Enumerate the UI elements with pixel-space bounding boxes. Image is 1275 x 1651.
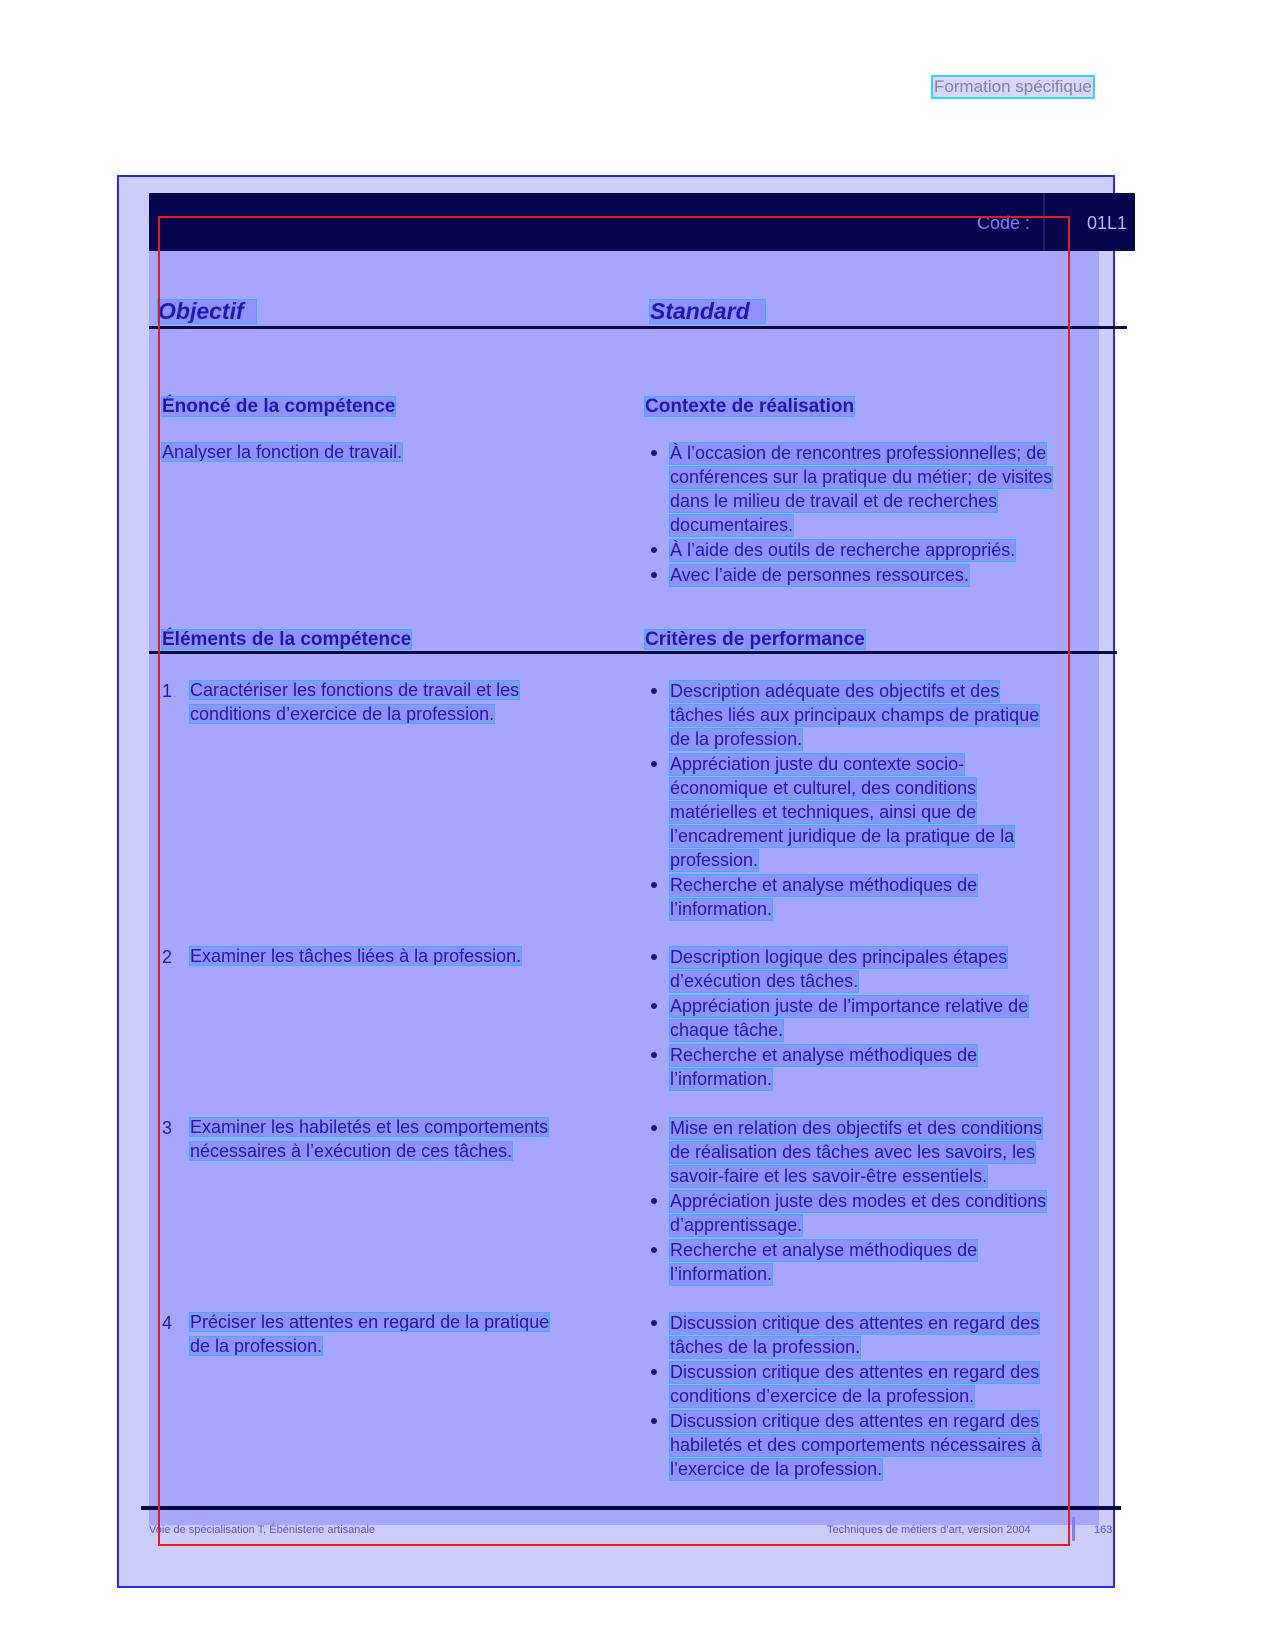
criterion-line: Recherche et analyse méthodiques de [670, 875, 978, 895]
element-text-line: Préciser les attentes en regard de la pratique [190, 1312, 550, 1332]
criterion-line: l’exercice de la profession. [670, 1459, 883, 1479]
criterion-line: À l’aide des outils de recherche appropriés. [670, 540, 1016, 560]
criterion-line: tâches de la profession. [670, 1337, 861, 1357]
criterion-line: Appréciation juste des modes et des conditions [670, 1191, 1047, 1211]
criteres-heading: Critères de performance [645, 629, 865, 650]
criterion-line: de réalisation des tâches avec les savoirs, les [670, 1142, 1036, 1162]
criterion-line: Avec l’aide de personnes ressources. [670, 565, 969, 585]
criterion-line: l’information. [670, 899, 773, 919]
criterion-line: d’apprentissage. [670, 1215, 803, 1235]
criterion-line: l’information. [670, 1069, 773, 1089]
code-label: Code : [977, 213, 1031, 233]
contexte-heading: Contexte de réalisation [645, 396, 855, 417]
criterion-line: conditions d’exercice de la profession. [670, 1386, 975, 1406]
criterion-line: Recherche et analyse méthodiques de [670, 1240, 978, 1260]
element-text-line: conditions d’exercice de la profession. [190, 704, 495, 724]
criterion-line: profession. [670, 850, 759, 870]
criterion-line: habiletés et des comportements nécessaires à [670, 1435, 1042, 1455]
footer-left: Voie de spécialisation T, Ébénisterie artisanale [149, 1524, 376, 1536]
criterion-line: Recherche et analyse méthodiques de [670, 1045, 978, 1065]
element-text-line: Caractériser les fonctions de travail et les [190, 680, 520, 700]
standard-title: Standard [650, 300, 765, 323]
footer-separator [1072, 1517, 1075, 1541]
criterion-line: l’information. [670, 1264, 773, 1284]
code-value: 01L1 [1087, 213, 1128, 233]
criterion-line: Appréciation juste du contexte socio- [670, 754, 965, 774]
criterion-line: À l’occasion de rencontres professionnelles; de [670, 443, 1047, 463]
competence-text: Analyser la fonction de travail. [162, 442, 403, 462]
selection-frame [158, 213, 1070, 1546]
element-number: 1 [162, 681, 173, 701]
footer-right: Techniques de métiers d’art, version 2004 [827, 1524, 1031, 1536]
objectif-title: Objectif [158, 300, 256, 323]
element-text-line: nécessaires à l’exécution de ces tâches. [190, 1141, 513, 1161]
criterion-line: de la profession. [670, 729, 803, 749]
criterion-line: Mise en relation des objectifs et des conditions [670, 1118, 1043, 1138]
criterion-line: économique et culturel, des conditions [670, 778, 977, 798]
criterion-line: d’exécution des tâches. [670, 971, 859, 991]
element-number: 3 [162, 1118, 173, 1138]
criterion-line: Description adéquate des objectifs et des [670, 681, 1000, 701]
element-text-line: Examiner les tâches liées à la profession. [190, 946, 522, 966]
element-text-line: de la profession. [190, 1336, 323, 1356]
criterion-line: dans le milieu de travail et de recherches [670, 491, 998, 511]
element-number: 4 [162, 1313, 173, 1333]
criterion-line: chaque tâche. [670, 1020, 784, 1040]
footer-page-number: 163 [1094, 1524, 1113, 1536]
element-number: 2 [162, 947, 173, 967]
competence-heading: Énoncé de la compétence [162, 396, 396, 417]
criterion-line: documentaires. [670, 515, 794, 535]
criterion-line: Discussion critique des attentes en regard des [670, 1362, 1040, 1382]
criterion-line: matérielles et techniques, ainsi que de [670, 802, 977, 822]
criterion-line: conférences sur la pratique du métier; de visites [670, 467, 1053, 487]
criterion-line: l’encadrement juridique de la pratique de la [670, 826, 1015, 846]
criterion-line: Appréciation juste de l’importance relative de [670, 996, 1029, 1016]
section-label: Formation spécifique [934, 77, 1092, 96]
criterion-line: tâches liés aux principaux champs de pratique [670, 705, 1040, 725]
criterion-line: Description logique des principales étapes [670, 947, 1008, 967]
criterion-line: savoir-faire et les savoir-être essentiels. [670, 1166, 988, 1186]
element-text-line: Examiner les habiletés et les comportements [190, 1117, 549, 1137]
elements-heading: Éléments de la compétence [162, 629, 412, 650]
criterion-line: Discussion critique des attentes en regard des [670, 1313, 1040, 1333]
criterion-line: Discussion critique des attentes en regard des [670, 1411, 1040, 1431]
